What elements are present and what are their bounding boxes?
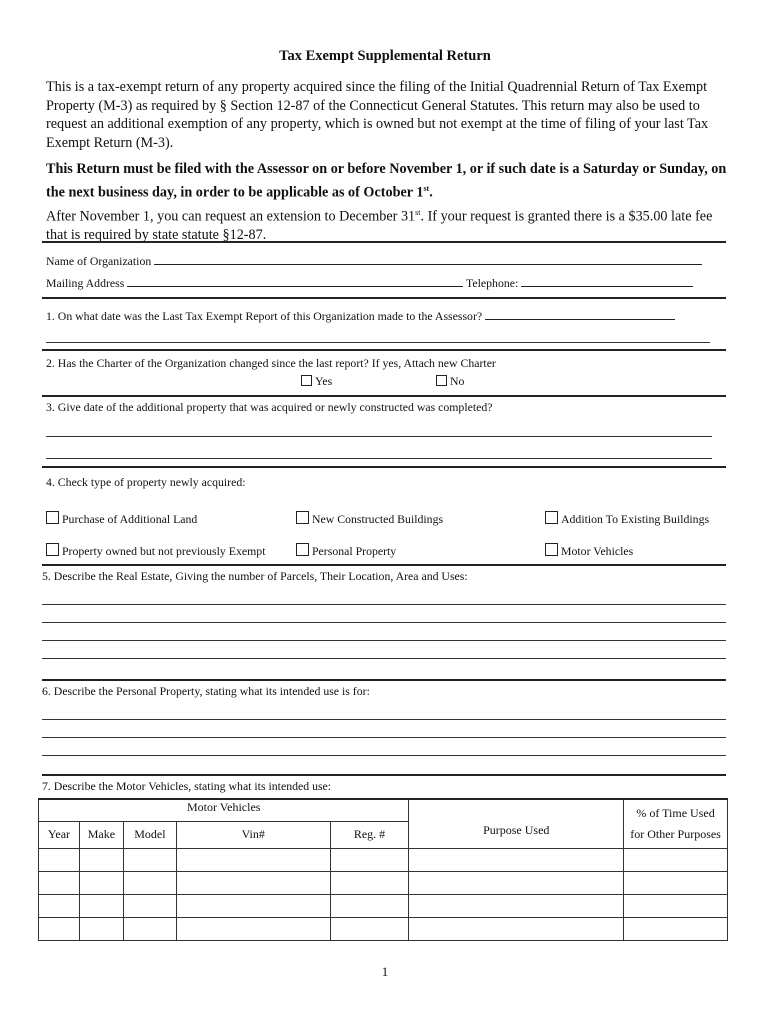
pct-time-header: % of Time Used (624, 799, 728, 821)
table-header-row (39, 799, 728, 821)
mailing-address-label: Mailing Address (46, 276, 125, 290)
checkbox[interactable] (301, 375, 312, 386)
vin-header: Vin# (176, 821, 330, 848)
table-row (39, 848, 728, 871)
answer-line[interactable] (42, 622, 726, 623)
option-label: Personal Property (312, 544, 397, 558)
extension-post: . If your request is granted there is a $35.00 late fee that is required by state statute §12-87. (46, 208, 713, 244)
extension-pre: After November 1, you can request an extension to December 31 (46, 208, 416, 225)
table-cell[interactable] (330, 848, 409, 871)
table-cell[interactable] (409, 848, 624, 871)
table-row (39, 871, 728, 894)
motor-vehicles-group-header: Motor Vehicles (39, 799, 409, 821)
answer-line[interactable] (42, 719, 726, 720)
question-5-text: 5. Describe the Real Estate, Giving the number of Parcels, Their Location, Area and Uses: (42, 569, 468, 583)
table-cell[interactable] (409, 871, 624, 894)
section-divider (42, 297, 726, 299)
answer-line[interactable] (42, 737, 726, 738)
charter-yes-option[interactable] (301, 374, 332, 389)
table-header-row (39, 821, 728, 848)
option-label: Motor Vehicles (561, 544, 634, 558)
org-name-row (46, 253, 726, 269)
answer-line[interactable] (42, 755, 726, 756)
answer-line[interactable] (46, 436, 712, 437)
table-cell[interactable] (176, 894, 330, 917)
checkbox[interactable] (46, 543, 59, 556)
table-cell[interactable] (176, 848, 330, 871)
page-number: 1 (381, 964, 389, 979)
option-motor-vehicles[interactable] (545, 543, 633, 559)
model-header: Model (123, 821, 176, 848)
reg-header: Reg. # (330, 821, 409, 848)
mailing-address-field[interactable] (127, 275, 463, 287)
year-header: Year (39, 821, 80, 848)
section-divider (42, 466, 726, 468)
charter-no-option[interactable] (436, 374, 464, 389)
option-label: New Constructed Buildings (312, 512, 444, 526)
motor-vehicles-table (38, 798, 728, 941)
table-cell[interactable] (624, 917, 728, 940)
yes-label: Yes (315, 374, 333, 388)
question-1-text: 1. On what date was the Last Tax Exempt Report of this Organization made to the Assessor? (46, 309, 483, 323)
extension-paragraph (46, 204, 736, 245)
other-purposes-header: for Other Purposes (624, 821, 728, 848)
table-cell[interactable] (330, 871, 409, 894)
checkbox[interactable] (296, 511, 309, 524)
option-not-previously-exempt[interactable] (46, 543, 265, 559)
table-cell[interactable] (79, 917, 123, 940)
filing-deadline-notice (46, 160, 736, 203)
answer-line[interactable] (42, 640, 726, 641)
table-cell[interactable] (123, 917, 176, 940)
question-4-text: 4. Check type of property newly acquired: (46, 475, 246, 489)
notice-end: . (429, 184, 433, 201)
table-cell[interactable] (330, 894, 409, 917)
option-new-buildings[interactable] (296, 511, 443, 527)
answer-line[interactable] (46, 458, 712, 459)
question-7-text: 7. Describe the Motor Vehicles, stating what its intended use: (42, 779, 332, 793)
telephone-label: Telephone: (466, 276, 519, 290)
extension-sup: st (415, 208, 421, 217)
table-cell[interactable] (79, 871, 123, 894)
no-label: No (450, 374, 465, 388)
telephone-field[interactable] (521, 275, 693, 287)
checkbox[interactable] (46, 511, 59, 524)
table-cell[interactable] (79, 848, 123, 871)
make-header: Make (79, 821, 123, 848)
question-3-text: 3. Give date of the additional property that was acquired or newly constructed was completed? (46, 400, 493, 414)
option-purchase-land[interactable] (46, 511, 197, 527)
table-cell[interactable] (123, 894, 176, 917)
table-cell[interactable] (176, 917, 330, 940)
question-2-text: 2. Has the Charter of the Organization changed since the last report? If yes, Attach new Charter (46, 356, 496, 370)
table-cell[interactable] (39, 894, 80, 917)
section-divider (42, 241, 726, 243)
table-cell[interactable] (624, 894, 728, 917)
table-row (39, 917, 728, 940)
checkbox[interactable] (296, 543, 309, 556)
table-cell[interactable] (624, 871, 728, 894)
option-label: Addition To Existing Buildings (561, 512, 710, 526)
table-row (39, 894, 728, 917)
table-cell[interactable] (624, 848, 728, 871)
org-name-field[interactable] (154, 253, 702, 265)
option-personal-property[interactable] (296, 543, 396, 559)
section-divider (42, 349, 726, 351)
table-cell[interactable] (176, 871, 330, 894)
section-divider (42, 679, 726, 681)
purpose-used-header: Purpose Used (409, 799, 624, 848)
table-cell[interactable] (39, 871, 80, 894)
table-cell[interactable] (79, 894, 123, 917)
answer-line[interactable] (46, 342, 710, 343)
option-label: Property owned but not previously Exempt (62, 544, 266, 558)
table-cell[interactable] (123, 871, 176, 894)
checkbox[interactable] (436, 375, 447, 386)
answer-line[interactable] (42, 658, 726, 659)
table-cell[interactable] (123, 848, 176, 871)
option-label: Purchase of Additional Land (62, 512, 198, 526)
notice-text: This Return must be filed with the Assessor on or before November 1, or if such date is a Saturday or Sunday, on the next business day, in order to be applicable as of October 1 (46, 161, 727, 201)
org-name-label: Name of Organization (46, 254, 152, 268)
section-divider (42, 395, 726, 397)
table-cell[interactable] (330, 917, 409, 940)
answer-line[interactable] (42, 604, 726, 605)
form-title: Tax Exempt Supplemental Return (279, 48, 491, 64)
question-6-text: 6. Describe the Personal Property, stating what its intended use is for: (42, 684, 370, 698)
checkbox[interactable] (545, 543, 558, 556)
last-report-date-field[interactable] (485, 308, 675, 320)
checkbox[interactable] (545, 511, 558, 524)
question-1-row (46, 308, 726, 324)
table-cell[interactable] (39, 848, 80, 871)
table-cell[interactable] (409, 917, 624, 940)
table-cell[interactable] (39, 917, 80, 940)
section-divider (42, 774, 726, 776)
section-divider (42, 564, 726, 566)
intro-paragraph: This is a tax-exempt return of any property acquired since the filing of the Initial Quadrennial Return of Tax Exempt Property (M-3) as required by § Section 12-87 of the Connecticut General Statutes. This return may also be used to request an additional exemption of any property, which is owned but not exempt at the time of filing of your last Tax Exempt Return (M-3). (46, 79, 709, 151)
option-addition-buildings[interactable] (545, 511, 709, 527)
notice-sup: st (423, 184, 430, 193)
mailing-row (46, 275, 726, 291)
table-cell[interactable] (409, 894, 624, 917)
